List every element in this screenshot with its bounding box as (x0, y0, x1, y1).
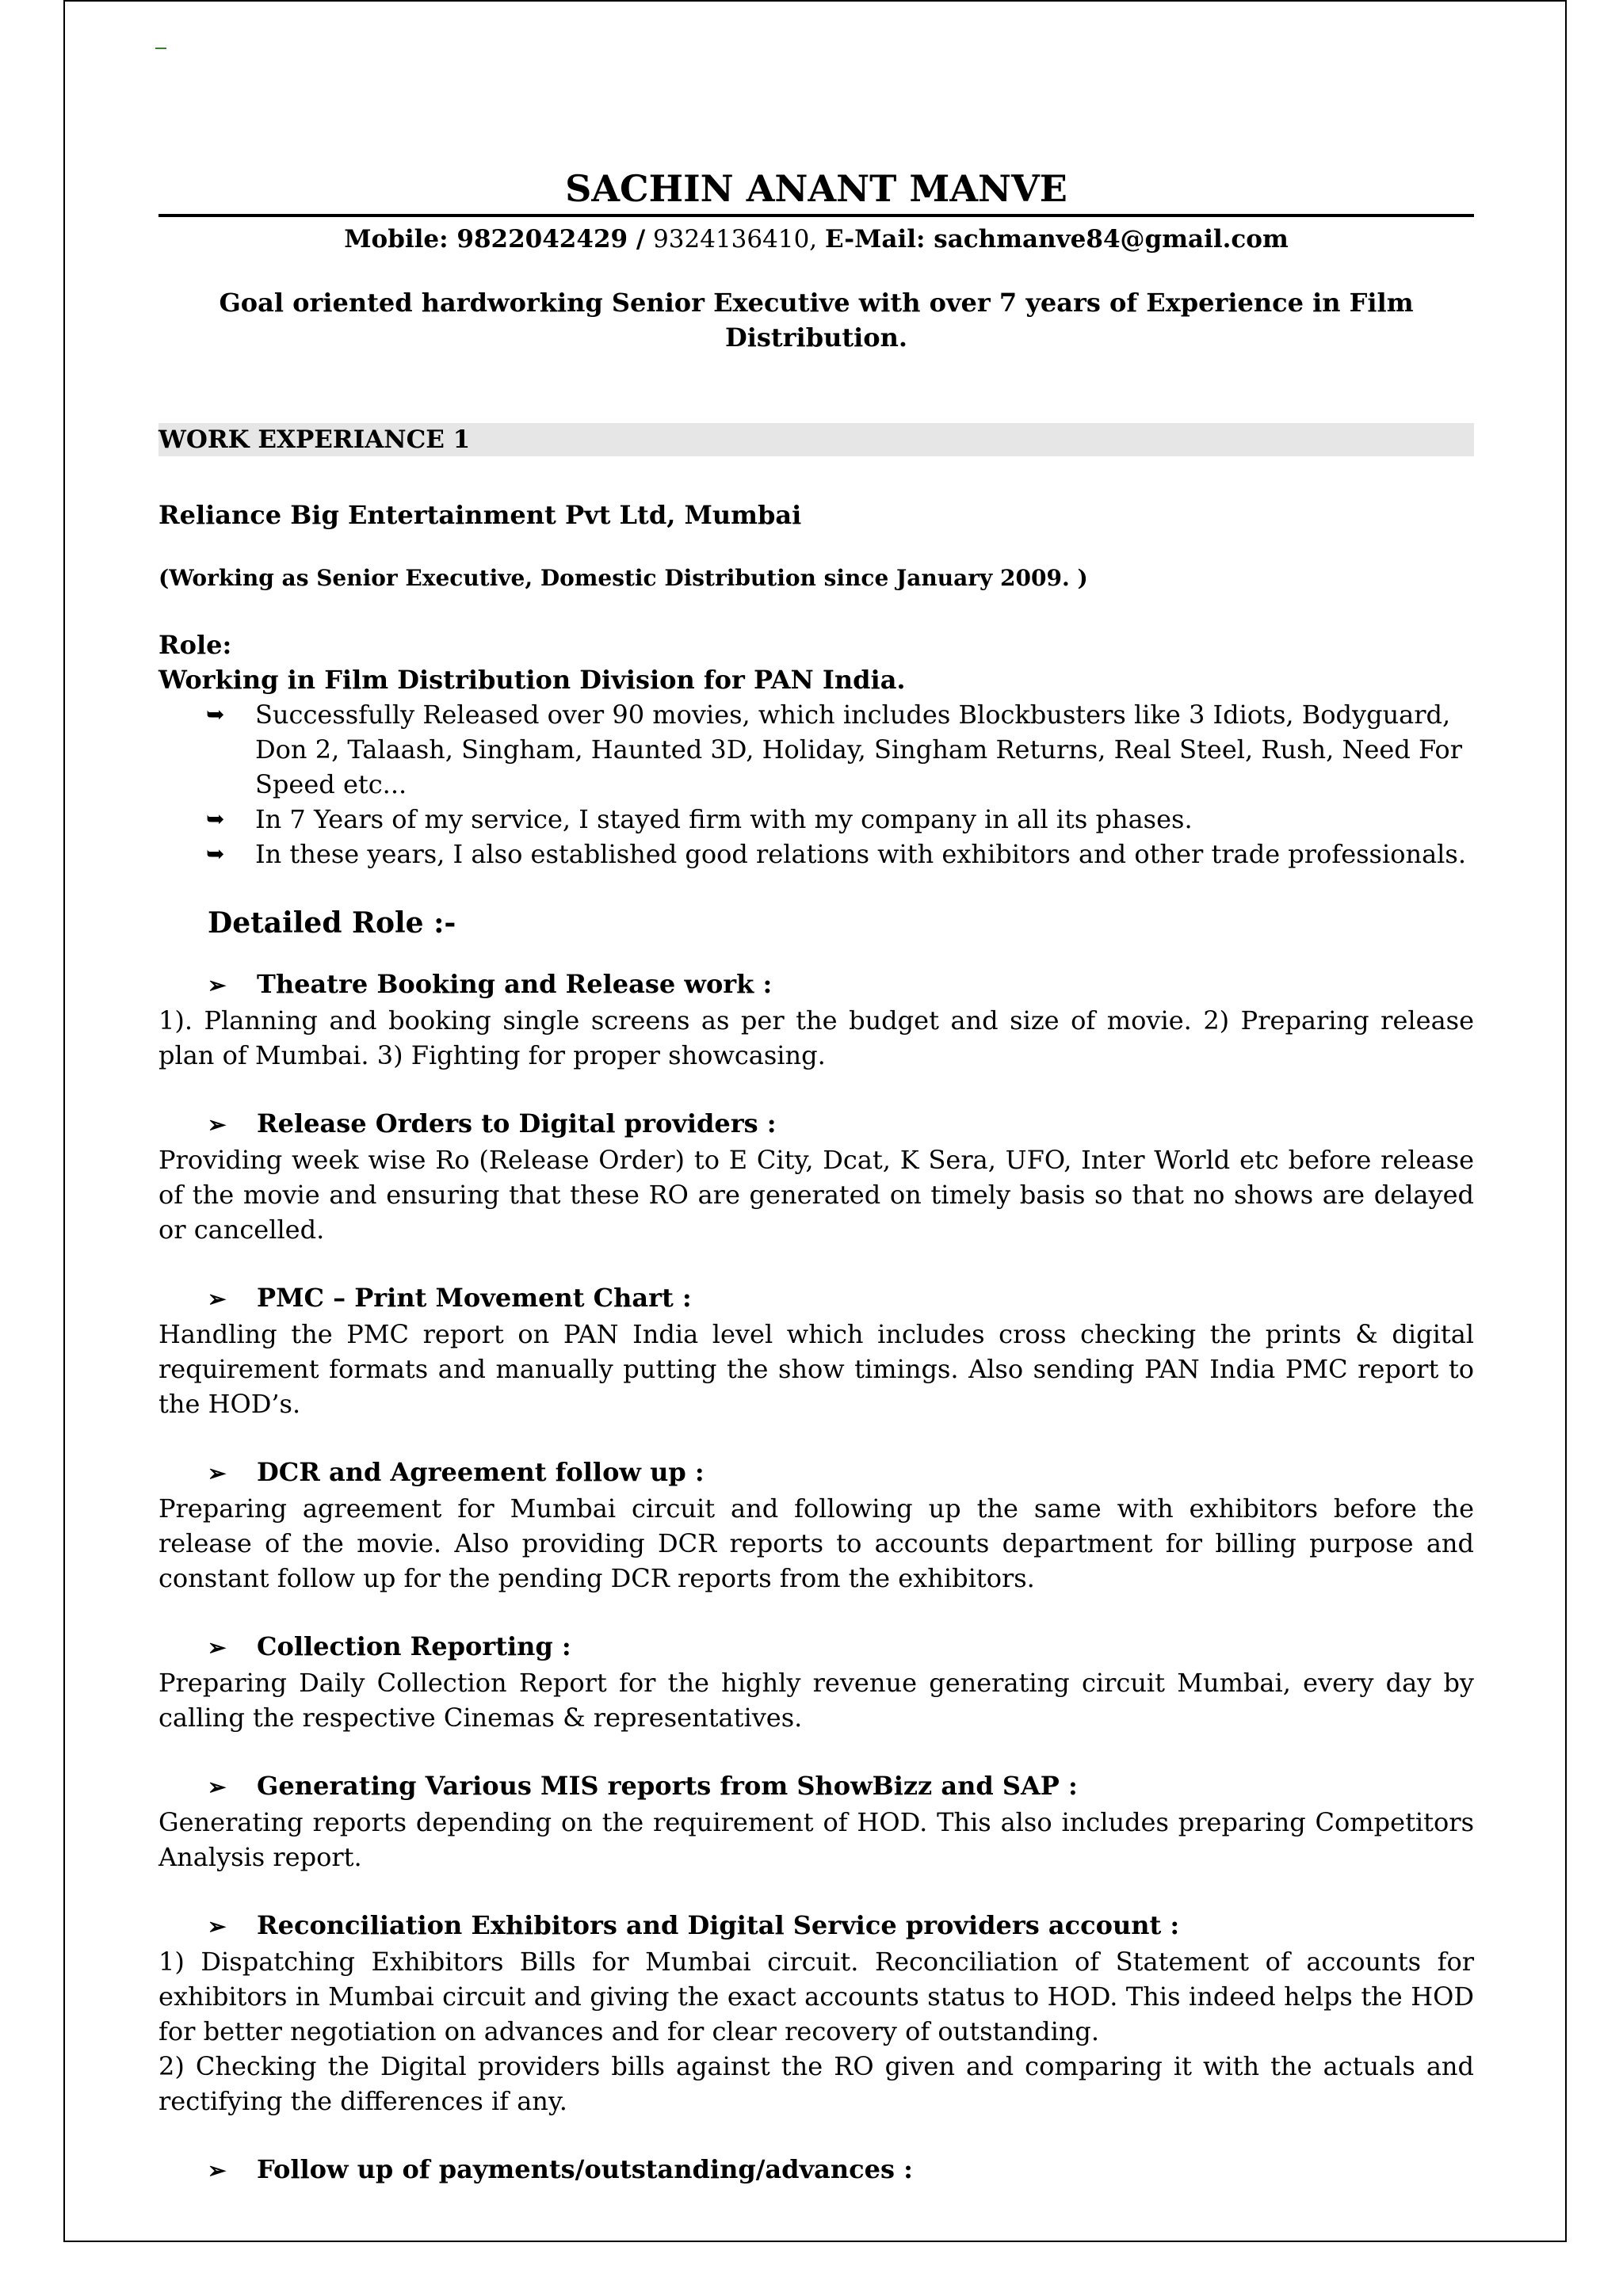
duty-heading: ➢ Release Orders to Digital providers : (158, 1106, 1474, 1142)
chevron-bullet-icon: ➢ (208, 2157, 227, 2183)
duty-description: Preparing agreement for Mumbai circuit and following up the same with exhibitors before the release of the movie. Also providing DCR reports to accounts department for billing purpose and constant follow up for the pending DCR reports from the exhibitors. (158, 1493, 1474, 1593)
duty-description: 2) Checking the Digital providers bills against the RO given and comparing it with the actuals and rectifying the differences if any. (158, 2051, 1474, 2116)
chevron-bullet-icon: ➢ (208, 1634, 227, 1661)
duty-heading: ➢ PMC – Print Movement Chart : (158, 1280, 1474, 1317)
objective-statement: Goal oriented hardworking Senior Executive with over 7 years of Experience in Film Distribution. (219, 288, 1414, 353)
position-line: (Working as Senior Executive, Domestic Distribution since January 2009. ) (158, 565, 1088, 591)
duty-heading: ➢ Theatre Booking and Release work : (158, 967, 1474, 1003)
detailed-role-heading: Detailed Role :- (208, 906, 456, 940)
duty-description: 1). Planning and booking single screens as per the budget and size of movie. 2) Preparing release plan of Mumbai. 3) Fighting for proper showcasing. (158, 1005, 1474, 1070)
candidate-name: SACHIN ANANT MANVE (158, 166, 1474, 217)
duty-description: Preparing Daily Collection Report for the highly revenue generating circuit Mumbai, every day by calling the respective Cinemas & representatives. (158, 1668, 1474, 1733)
chevron-bullet-icon: ➢ (208, 972, 227, 998)
company-name: Reliance Big Entertainment Pvt Ltd, Mumbai (158, 500, 802, 530)
duty-heading: ➢ Follow up of payments/outstanding/advances : (158, 2152, 1474, 2188)
mobile-alt: 9324136410, (645, 225, 825, 254)
duty-heading: ➢ Collection Reporting : (158, 1629, 1474, 1665)
duty-heading: ➢ DCR and Agreement follow up : (158, 1455, 1474, 1491)
duty-description: Generating reports depending on the requirement of HOD. This also includes preparing Competitors Analysis report. (158, 1807, 1474, 1872)
corner-mark (155, 48, 166, 49)
duty-heading: ➢ Generating Various MIS reports from ShowBizz and SAP : (158, 1768, 1474, 1805)
chevron-bullet-icon: ➢ (208, 1112, 227, 1138)
mobile-primary: Mobile: 9822042429 / (344, 225, 646, 254)
arrow-bullet-icon: ➥ (206, 701, 225, 727)
list-item: ➥ Successfully Released over 90 movies, which includes Blockbusters like 3 Idiots, Bodyguard, Don 2, Talaash, Singham, Haunted 3D, Holiday, Singham Returns, Real Steel, Rush, Need For Speed etc... (255, 697, 1474, 802)
chevron-bullet-icon: ➢ (208, 1286, 227, 1312)
email[interactable]: E-Mail: sachmanve84@gmail.com (825, 225, 1289, 254)
arrow-bullet-icon: ➥ (206, 806, 225, 832)
duty-description: Handling the PMC report on PAN India level which includes cross checking the prints & digital requirement formats and manually putting the show timings. Also sending PAN India PMC report to the HOD’s. (158, 1319, 1474, 1419)
list-item: ➥ In these years, I also established good relations with exhibitors and other trade professionals. (255, 837, 1474, 871)
duty-description: Providing week wise Ro (Release Order) to E City, Dcat, K Sera, UFO, Inter World etc before release of the movie and ensuring that these RO are generated on timely basis so that no shows are delayed or cancelled. (158, 1145, 1474, 1245)
resume-document (158, 166, 1474, 2188)
role-label: Role: (158, 630, 232, 660)
chevron-bullet-icon: ➢ (208, 1913, 227, 1939)
role-title: Working in Film Distribution Division for PAN India. (158, 665, 906, 695)
arrow-bullet-icon: ➥ (206, 841, 225, 867)
duty-description: 1) Dispatching Exhibitors Bills for Mumbai circuit. Reconciliation of Statement of accounts for exhibitors in Mumbai circuit and giving the exact accounts status to HOD. This indeed helps the HOD for better negotiation on advances and for clear recovery of outstanding. (158, 1947, 1474, 2046)
list-item: ➥ In 7 Years of my service, I stayed firm with my company in all its phases. (255, 802, 1474, 837)
chevron-bullet-icon: ➢ (208, 1774, 227, 1800)
chevron-bullet-icon: ➢ (208, 1460, 227, 1486)
contact-line (158, 222, 1474, 257)
duty-heading: ➢ Reconciliation Exhibitors and Digital Service providers account : (158, 1908, 1474, 1944)
section-title-work-experience: WORK EXPERIANCE 1 (158, 423, 1474, 456)
role-bullets (158, 697, 1474, 871)
